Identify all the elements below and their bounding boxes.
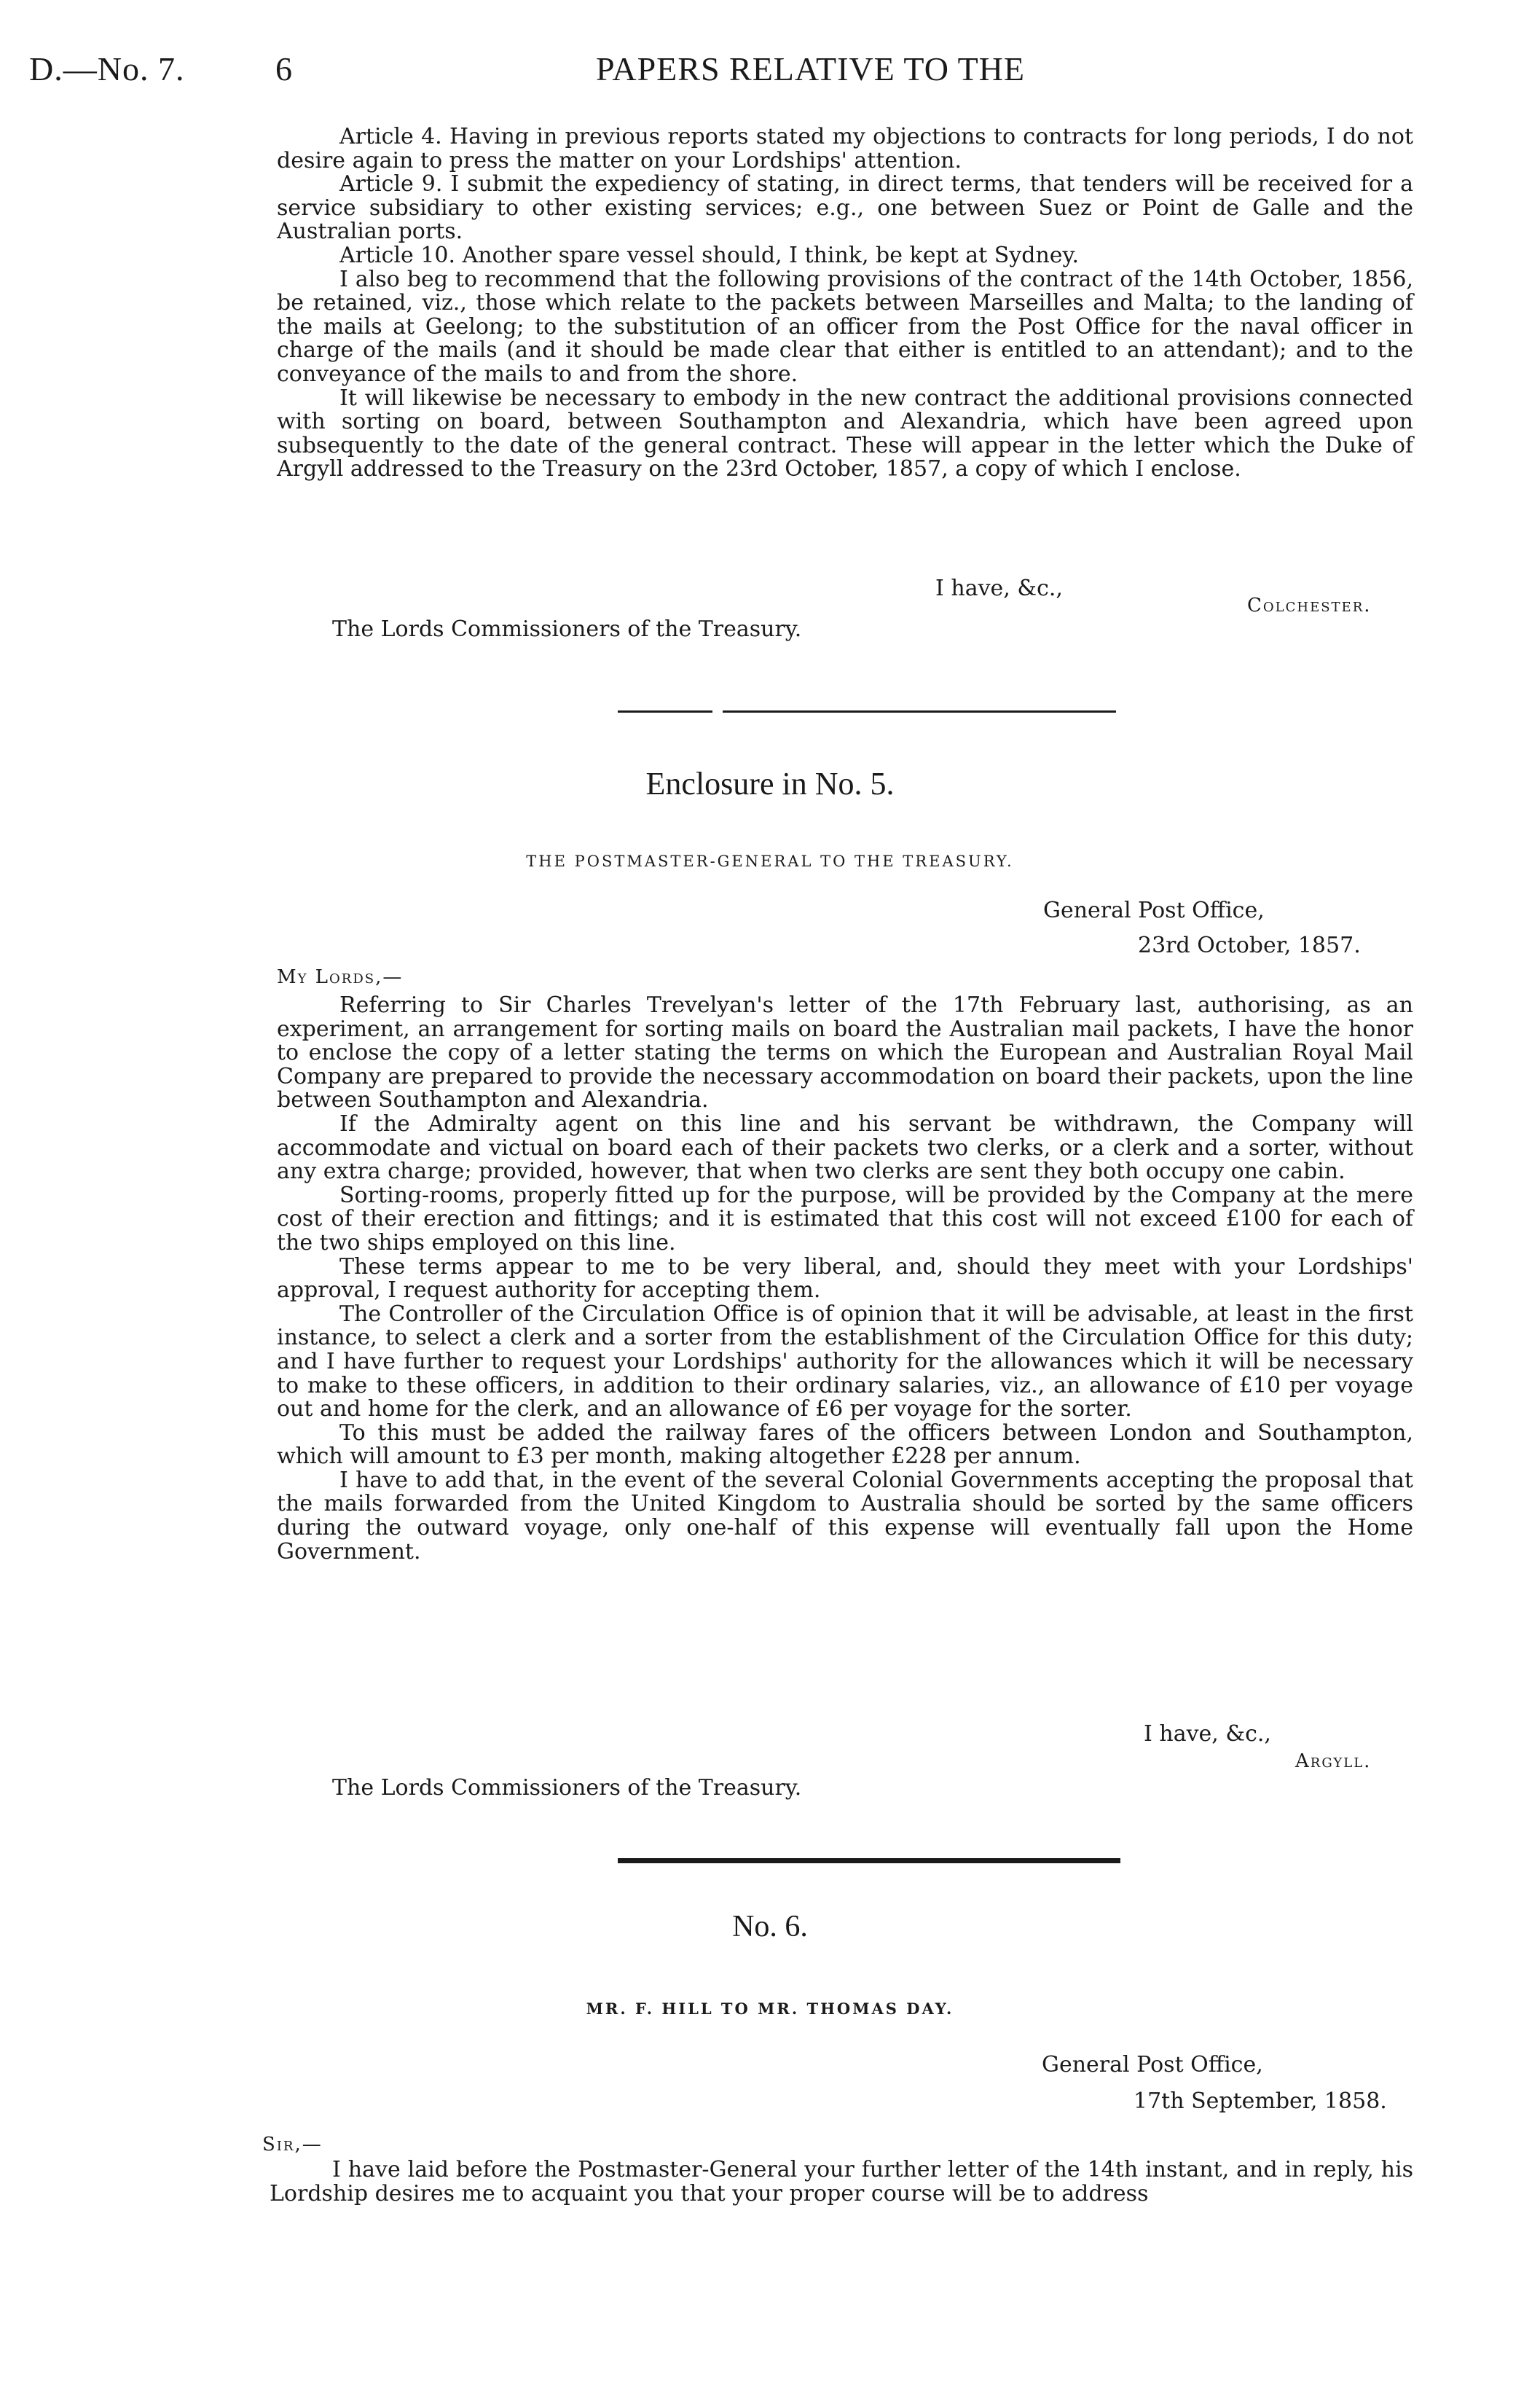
running-title: PAPERS RELATIVE TO THE bbox=[596, 50, 1026, 87]
signature: Argyll. bbox=[1295, 1750, 1372, 1772]
date: 23rd October, 1857. bbox=[1138, 933, 1361, 958]
paragraph: These terms appear to me to be very liberal, and, should they meet with your Lordships' approval, I request authority for accepting them. bbox=[277, 1253, 1413, 1304]
signature: Colchester. bbox=[1247, 595, 1372, 616]
enclosure-subtitle: THE POSTMASTER-GENERAL TO THE TREASURY. bbox=[526, 853, 1014, 870]
paragraph: The Controller of the Circulation Office is of opinion that it will be advisable, at least in the first instance, to select a clerk and a sorter from the establishment of the Circulation Office for this duty; and I have further to request your Lordships' authority for the allowances which it will be necessary to make to these officers, in addition to their ordinary salaries, viz., an allowance of £10 per voyage out and home for the clerk, and an allowance of £6 per voyage for the sorter. bbox=[277, 1301, 1413, 1422]
place: General Post Office, bbox=[1042, 2052, 1263, 2077]
paragraph: I have laid before the Postmaster-General your further letter of the 14th instant, and in reply, his Lordship desires me to acquaint you that your proper course will be to address bbox=[270, 2157, 1413, 2206]
divider bbox=[618, 1858, 1120, 1863]
paragraph: Article 4. Having in previous reports stated my objections to contracts for long periods, I do not desire again to press the matter on your Lordships' attention. bbox=[277, 124, 1413, 173]
addressee: The Lords Commissioners of the Treasury. bbox=[332, 1775, 802, 1801]
divider bbox=[723, 710, 1116, 713]
paragraph: If the Admiralty agent on this line and his servant be withdrawn, the Company will accommodate and victual on board each of their packets two clerks, or a clerk and a sorter, without any extra charge; provided, however, that when two clerks are sent they both occupy one cabin. bbox=[277, 1111, 1413, 1185]
letter-body-enclosure bbox=[277, 994, 1413, 1564]
paragraph: To this must be added the railway fares of the officers between London and Southampton, which will amount to £3 per month, making altogether £228 per annum. bbox=[277, 1419, 1413, 1470]
section-subtitle: MR. F. HILL TO MR. THOMAS DAY. bbox=[586, 2000, 954, 2018]
page-number: 6 bbox=[275, 50, 293, 87]
place: General Post Office, bbox=[1043, 898, 1265, 923]
paragraph: Article 9. I submit the expediency of stating, in direct terms, that tenders will be received for a service subsidiary to other existing services; e.g., one between Suez or Point de Galle and the Australian ports. bbox=[277, 171, 1413, 245]
paragraph: I have to add that, in the event of the several Colonial Governments accepting the proposal that the mails forwarded from the United Kingdom to Australia should be sorted by the same officers during the outward voyage, only one-half of this expense will eventually fall upon the Home Government. bbox=[277, 1467, 1413, 1564]
paragraph: I also beg to recommend that the following provisions of the contract of the 14th October, 1856, be retained, viz., those which relate to the packets between Marseilles and Malta; to the landing of the mails at Geelong; to the substitution of an officer from the Post Office for the naval officer in charge of the mails (and it should be made clear that either is entitled to an attendant); and to the conveyance of the mails to and from the shore. bbox=[277, 266, 1413, 387]
document-reference: D.—No. 7. bbox=[29, 50, 185, 87]
letter-body-no6 bbox=[270, 2158, 1413, 2206]
enclosure-title: Enclosure in No. 5. bbox=[645, 766, 895, 802]
letter-body-section-1 bbox=[277, 125, 1413, 482]
addressee: The Lords Commissioners of the Treasury. bbox=[332, 616, 802, 642]
salutation: Sir,— bbox=[262, 2134, 323, 2155]
paragraph: Referring to Sir Charles Trevelyan's letter of the 17th February last, authorising, as an experiment, an arrangement for sorting mails on board the Australian mail packets, I have the honor to enclose the copy of a letter stating the terms on which the European and Australian Royal Mail Company are prepared to provide the necessary accommodation on board their packets, upon the line between Southampton and Alexandria. bbox=[277, 992, 1413, 1113]
paragraph: Article 10. Another spare vessel should, I think, be kept at Sydney. bbox=[339, 242, 1080, 268]
paragraph: It will likewise be necessary to embody in the new contract the additional provisions connected with sorting on board, between Southampton and Alexandria, which have been agreed upon subsequently to the date of the general contract. These will appear in the letter which the Duke of Argyll addressed to the Treasury on the 23rd October, 1857, a copy of which I enclose. bbox=[277, 385, 1413, 482]
paragraph: Sorting-rooms, properly fitted up for the purpose, will be provided by the Company at the mere cost of their erection and fittings; and it is estimated that this cost will not exceed £100 for each of the two ships employed on this line. bbox=[277, 1182, 1413, 1256]
closing: I have, &c., bbox=[935, 576, 1063, 601]
closing: I have, &c., bbox=[1144, 1721, 1271, 1747]
section-title: No. 6. bbox=[732, 1910, 808, 1943]
date: 17th September, 1858. bbox=[1134, 2088, 1387, 2114]
salutation: My Lords,— bbox=[277, 966, 404, 988]
divider bbox=[618, 710, 712, 713]
